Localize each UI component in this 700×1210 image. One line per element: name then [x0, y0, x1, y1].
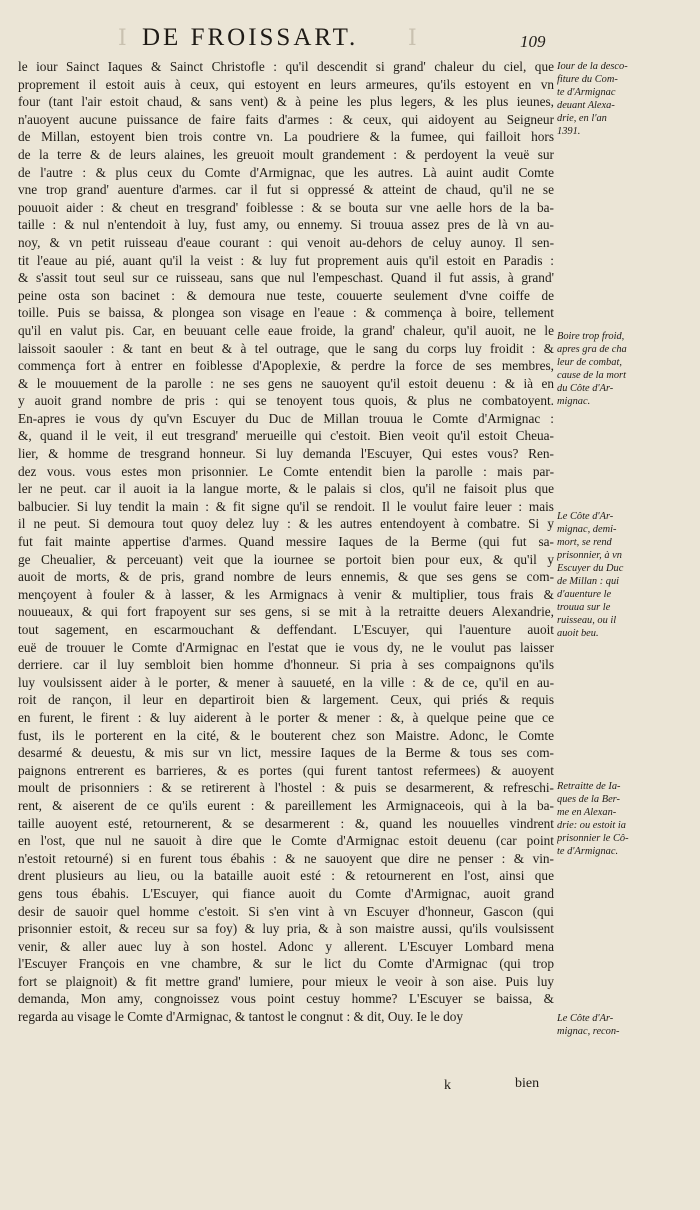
text-line: toille. Puis se baissa, & plongea son visage en l'eaue : & commença à boire, tellement — [18, 305, 554, 321]
marginal-note-line: prisonnier, à vn — [557, 550, 622, 561]
text-line: le iour Sainct Iaques & Sainct Christofle : qu'il descendit si grand' chaleur du ciel, que — [18, 59, 554, 74]
text-line: auoit de morts, & de pris, grand nombre de leurs ennemis, & que ses gens se com- — [18, 569, 554, 585]
text-line: n'estoit retourné) si en furent tous ébahis : & ne sauoyent que dire ne penser : & vin- — [18, 850, 554, 866]
marginal-note-line: auoit beu. — [557, 628, 599, 639]
marginal-note-line: d'auenture le — [557, 589, 612, 600]
show-through-mark: I — [408, 26, 417, 51]
text-line: venir, & aller auec luy à son hostel. Adonc y allerent. L'Escuyer Lombard mena — [18, 938, 554, 954]
text-line: nouueaux, & qui fort frapoyent sur ses gens, si se mit à la retraitte deuers Alexandrie, — [18, 604, 554, 620]
marginal-note-line: apres gra de cha — [557, 344, 627, 355]
text-line: & le mouuement de la parolle : ne ses gens ne sauoyent qu'il estoit deuenu : & ià en — [18, 375, 554, 391]
marginal-note-line: du Côte d'Ar- — [557, 383, 614, 394]
marginal-note-line: Le Côte d'Ar- — [557, 511, 614, 522]
main-text-column — [18, 58, 554, 1026]
text-line: en furent, le firent : & luy aiderent à le porter & mener : &, à quelque peine que ce — [18, 709, 554, 725]
text-line: En-apres ie vous dy qu'vn Escuyer du Duc de Millan trouua le Comte d'Armignac : — [18, 410, 554, 426]
marginal-note-line: cause de la mort — [557, 370, 626, 381]
running-title: DE FROISSART. — [142, 24, 359, 51]
catchword: bien — [515, 1076, 540, 1091]
marginal-note-line: prisonnier le Cô- — [557, 833, 629, 844]
text-line: drent plusieurs au lieu, ou la bataille auoit esté : & retournerent en l'ost, ainsi que — [18, 868, 554, 884]
text-line: luy voulsissent aider à le porter, & mener à sauueté, en la ville : & de ce, qu'il en au- — [18, 674, 554, 690]
marginal-note-line: Le Côte d'Ar- — [557, 1013, 614, 1024]
text-line: mençoyent à fouler & à lasser, & les Armignacs à venir & multiplier, tous frais & — [18, 586, 554, 602]
text-line: il ne peut. Si demoura tout quoy delez luy : & les autres entendoyent à combatre. Si y — [18, 516, 554, 532]
text-line: peine osta son bacinet : & demoura nue teste, couuerte seulement d'vne coiffe de — [18, 287, 554, 303]
marginal-note-line: deuant Alexa- — [557, 100, 615, 111]
marginal-note-line: trouua sur le — [557, 602, 611, 613]
signature-mark: k — [444, 1078, 451, 1093]
text-line: laissoit saouler : & tant en beut & à tel outrage, que le sang du corps luy froidit : & — [18, 340, 554, 356]
text-line: & s'assit tout seul sur ce ruisseau, sans que nul l'empeschast. Quand il fut assis, à grand' — [18, 270, 554, 286]
text-line: taille auoyent esté, retournerent, & se desarmerent : &, quand les nouuelles vindrent — [18, 815, 554, 831]
marginal-note-line: leur de combat, — [557, 357, 622, 368]
text-line: regarda au visage le Comte d'Armignac, & tantost le congnut : & dit, Ouy. Ie le doy — [18, 1009, 464, 1025]
text-line: ler ne peut. car il auoit ia la langue morte, & le palais si clos, qu'il ne faisoit plus que — [18, 481, 554, 497]
marginal-note — [557, 780, 695, 858]
text-line: tout sagement, en escarmouchant & deffendant. L'Escuyer, qui l'auenture auoit — [18, 622, 554, 637]
text-line: ge Cheualier, & perceuant) veit que la iournee se portoit bien pour eux, & qu'il y — [18, 551, 554, 567]
marginal-note-line: ruisseau, ou il — [557, 615, 617, 626]
text-line: proprement il estoit auis à ceux, qui estoyent en leurs armeures, qu'ils estoyent en vn — [18, 76, 554, 92]
text-line: demanda, Mon amy, congnoissez vous point cestuy homme? L'Escuyer se baissa, & — [18, 991, 554, 1007]
text-line: moult de prisonniers : & se retirerent à l'hostel : & puis se desarmerent, & refreschi- — [18, 780, 554, 796]
text-line: balbucier. Si luy tendit la main : & fit signe qu'il se rendoit. Il le voulut faire leuer : mais — [18, 498, 554, 514]
text-line: lier, & homme de tresgrand honneur. Si luy demanda l'Escuyer, Qui estes vous? Ren- — [18, 446, 554, 462]
marginal-note-line: mignac, recon- — [557, 1026, 620, 1037]
text-line: dez vous. vous estes mon prisonnier. Le Comte entendit bien la parolle : mais par- — [18, 463, 554, 479]
text-line: n'auoyent aucune puissance de faire faits d'armes : & ceux, qui aidoyent au Seigneur — [18, 111, 554, 127]
text-line: rent, & aiserent de ce qu'ils eurent : & pareillement les Armignaceois, qui à la ba- — [18, 797, 554, 813]
marginal-note-line: Iour de la desco- — [557, 61, 628, 72]
marginal-note-line: de Millan : qui — [557, 576, 620, 587]
marginal-note-line: Retraitte de Ia- — [557, 781, 621, 792]
marginal-note-line: drie: ou estoit ia — [557, 820, 626, 831]
text-line: qu'il en valut pis. Car, en beuuant celle eaue froide, la grand' chaleur, qu'il auoit, ne le — [18, 322, 554, 338]
text-line: desir de sauoir quel homme c'estoit. Si s'en vint à vn Escuyer d'honneur, Gascon (qui — [18, 903, 554, 919]
text-line: desarmé & deuestu, & mis sur vn lict, messire Iaques de la Berme & tous ses com- — [18, 745, 554, 761]
marginal-note-line: Escuyer du Duc — [557, 563, 624, 574]
marginal-note-line: te d'Armignac. — [557, 846, 619, 857]
text-line: l'Escuyer François en vne chambre, & sur le lict du Comte d'Armignac (qui trop — [18, 956, 554, 972]
marginal-note-line: ques de la Ber- — [557, 794, 620, 805]
marginal-note-line: me en Alexan- — [557, 807, 617, 818]
marginal-note-line: fiture du Com- — [557, 74, 618, 85]
text-line: fut fait mainte appertise d'armes. Quand messire Iaques de la Berme (qui fut sa- — [18, 534, 554, 550]
text-line: y auoit grand nombre de pris : qui se tenoyent tous quois, & plus ne combatoyent. — [18, 393, 554, 409]
text-line: de l'autre : & plus ceux du Comte d'Armignac, que les autres. Là auint audit Comte — [18, 164, 554, 180]
text-line: commença fort à entrer en foiblesse d'Apoplexie, & perdre la force de ses membres, — [18, 358, 554, 374]
text-line: four (tant l'air estoit chaud, & sans vent) & à peine les plus legers, & les plus ieunes, — [18, 94, 554, 110]
marginal-note-line: mignac, demi- — [557, 524, 617, 535]
text-line: taille : & nul n'entendoit à luy, fust amy, ou ennemy. Si trouua assez pres de là vn au- — [18, 217, 554, 233]
text-line: derriere. car il luy sembloit bien homme d'honneur. Si pria à ses compaignons qu'ils — [18, 657, 554, 673]
marginal-note — [557, 330, 695, 408]
marginal-note-line: te d'Armignac — [557, 87, 616, 98]
text-line: de Millan, estoyent bien trois contre vn. La poudriere & la fumee, qui failloit hors — [18, 129, 554, 145]
marginal-note — [557, 510, 695, 640]
text-line: de la terre & de leurs alaines, les greuoit moult grandement : & perdoyent la veuë sur — [18, 146, 554, 162]
marginal-note-line: mignac. — [557, 396, 591, 407]
marginal-note-line: 1391. — [557, 126, 581, 137]
text-line: roit de rançon, il leur en departiroit bien & largement. Ceux, qui priés & requis — [18, 692, 554, 708]
text-line: prisonnier estoit, & receu sur sa foy) & luy pria, & à son maistre aussi, qu'ils voulsissent — [18, 921, 554, 937]
marginal-note-line: mort, se rend — [557, 537, 612, 548]
text-line: &, quand il le veit, il eut tresgrand' merueille qui c'estoit. Bien veoit qu'il estoit Cheua- — [18, 428, 554, 444]
text-line: fust, ils le porterent en la cité, & le bouterent chez son Maistre. Adonc, le Comte — [18, 727, 554, 743]
marginal-note-line: drie, en l'an — [557, 113, 607, 124]
marginal-note-line: Boire trop froid, — [557, 331, 625, 342]
page-header — [0, 22, 700, 58]
text-line: gens tous ébahis. L'Escuyer, qui fiance auoit du Comte d'Armignac, auoit grand — [18, 885, 554, 901]
text-line: tit l'eaue au pié, auant qu'il la veist : & luy fut proprement auis qu'il estoit en Paradis : — [18, 252, 554, 268]
text-line: pouuoit aider : & cheut en tresgrand' foiblesse : & se bouta sur vne aelle hors de la ba- — [18, 199, 554, 215]
text-line: noy, & vn petit ruisseau d'eaue courant : qui venoit au-dehors de celuy aunoy. Il sen- — [18, 234, 554, 250]
text-line: fort se plaignoit) & fit mettre grand' lumiere, pour mieux le veoir à son aise. Puis luy — [18, 973, 554, 989]
marginal-note — [557, 60, 695, 138]
show-through-mark: I — [118, 26, 127, 51]
text-line: paignons entrerent es barrieres, & es portes (qui furent tantost refermees) & auoyent — [18, 762, 554, 778]
text-line: en l'ost, que nul ne sauoit à dire que le Comte d'Armignac estoit deuenu (car point — [18, 833, 554, 849]
page-number: 109 — [520, 32, 546, 51]
marginal-note — [557, 1012, 695, 1038]
text-line: vne trop grand' auenture d'armes. car il fut si oppressé & atteint de chaud, qu'il ne se — [18, 182, 554, 198]
text-line: euë de trouuer le Comte d'Armignac en l'estat que ie vous dy, ne le voulut pas laisser — [18, 639, 554, 655]
